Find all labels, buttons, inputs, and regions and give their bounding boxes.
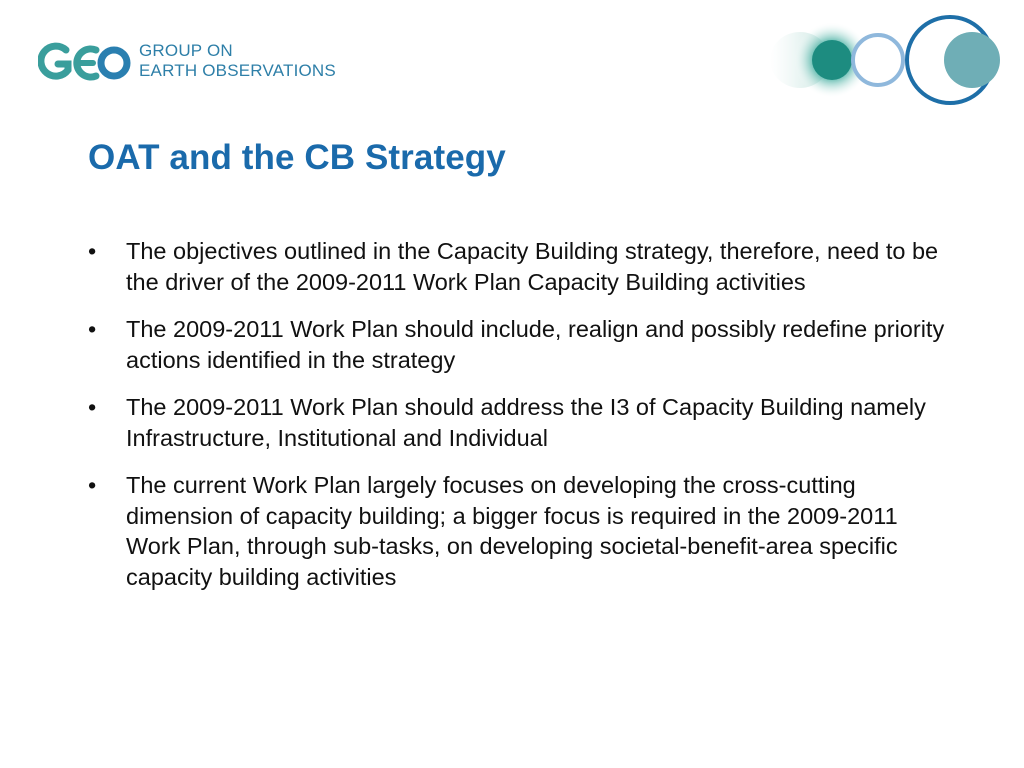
bullet-symbol: • [88, 238, 97, 264]
bullet-symbol: • [88, 394, 97, 420]
bullet-symbol: • [88, 316, 97, 342]
bullet-list [88, 236, 958, 609]
bullet-item [88, 470, 958, 592]
decorative-orbs-icon [770, 12, 1010, 112]
bullet-item [88, 236, 958, 297]
bullet-item [88, 392, 958, 453]
bullet-text: The 2009-2011 Work Plan should address the I3 of Capacity Building namely Infrastructure, Institutional and Individual [126, 394, 926, 451]
geo-logo [38, 38, 338, 88]
slide-title: OAT and the CB Strategy [88, 138, 506, 177]
bullet-symbol: • [88, 472, 97, 498]
logo-line-2: EARTH OBSERVATIONS [139, 61, 336, 80]
bullet-text: The objectives outlined in the Capacity Building strategy, therefore, need to be the driver of the 2009-2011 Work Plan Capacity Building activities [126, 238, 939, 295]
bullet-text: The current Work Plan largely focuses on developing the cross-cutting dimension of capacity building; a bigger focus is required in the 2009-2011 Work Plan, through sub-tasks, on developing societal-benefit-area specific capacity building activities [126, 472, 898, 590]
bullet-text: The 2009-2011 Work Plan should include, realign and possibly redefine priority actions identified in the strategy [126, 316, 945, 373]
logo-line-1: GROUP ON [139, 41, 233, 60]
geo-logo-mark-icon [38, 38, 134, 88]
bullet-item [88, 314, 958, 375]
logo-text [139, 41, 336, 81]
